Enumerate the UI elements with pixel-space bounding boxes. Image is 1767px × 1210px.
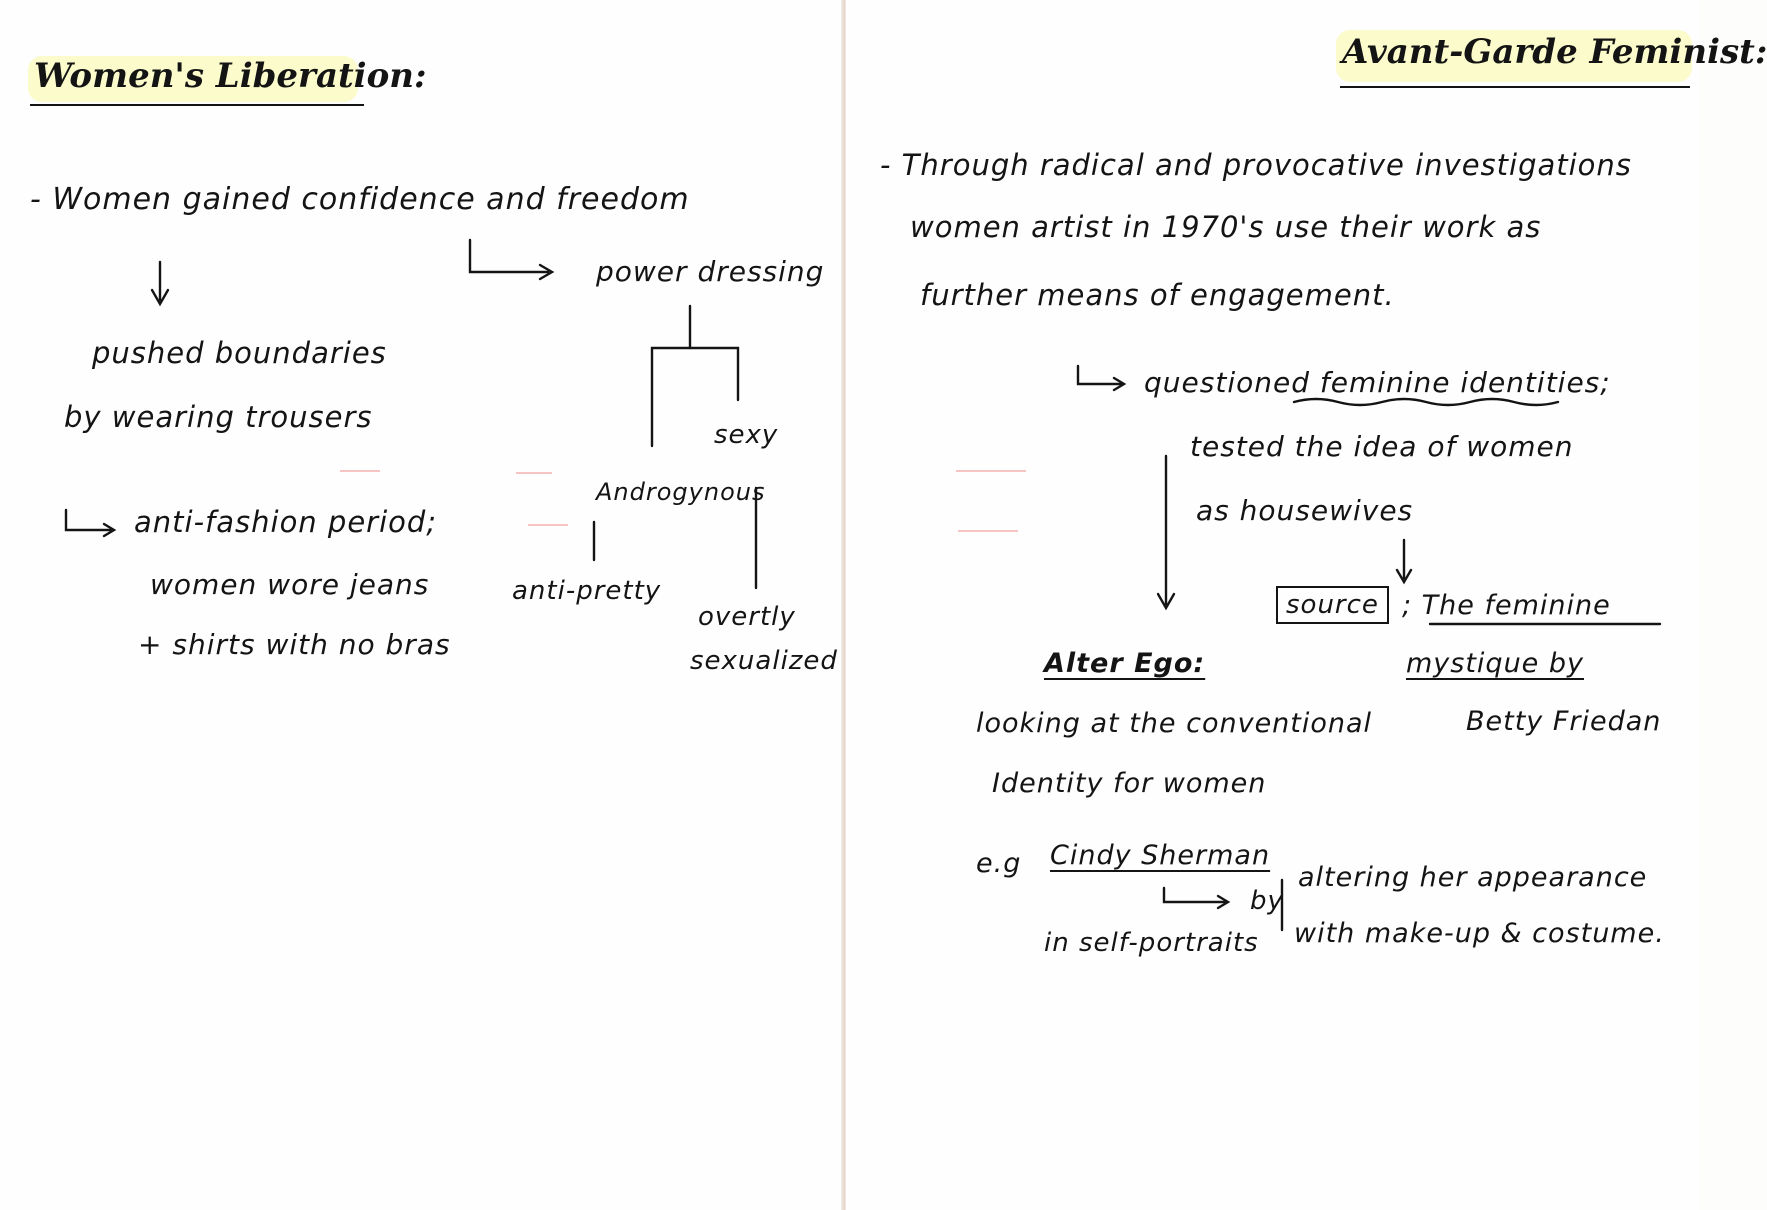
note-anti-pretty: anti-pretty bbox=[512, 576, 662, 606]
note-further-means: further means of engagement. bbox=[920, 278, 1395, 312]
note-alter-ego: Alter Ego: bbox=[1044, 648, 1206, 679]
note-eg: e.g bbox=[976, 848, 1022, 879]
note-androgynous: Androgynous bbox=[596, 478, 766, 506]
note-overtly: overtly bbox=[698, 602, 796, 632]
right-connector-lines bbox=[846, 0, 1700, 1210]
note-housewives: as housewives bbox=[1196, 494, 1414, 527]
note-by: by bbox=[1250, 886, 1284, 916]
note-looking-conventional: looking at the conventional bbox=[976, 708, 1373, 739]
note-altering-appearance: altering her appearance bbox=[1298, 862, 1648, 893]
note-power-dressing: power dressing bbox=[596, 255, 825, 288]
note-women-artist: women artist in 1970's use their work as bbox=[910, 210, 1542, 244]
note-makeup-costume: with make-up & costume. bbox=[1294, 918, 1665, 949]
note-sexy: sexy bbox=[714, 420, 779, 450]
note-pushed-boundaries: pushed boundaries bbox=[92, 336, 387, 370]
left-page-title: Women's Liberation: bbox=[34, 56, 427, 96]
note-tested-idea: tested the idea of women bbox=[1190, 430, 1574, 463]
note-women-wore-jeans: women wore jeans bbox=[150, 568, 430, 601]
left-notebook-page bbox=[0, 0, 844, 1210]
note-the-feminine: ; The feminine bbox=[1402, 590, 1611, 621]
right-page-title: Avant-Garde Feminist: bbox=[1342, 32, 1767, 72]
right-notebook-page bbox=[846, 0, 1767, 1210]
note-wearing-trousers: by wearing trousers bbox=[64, 400, 373, 434]
note-cindy-sherman: Cindy Sherman bbox=[1050, 840, 1271, 871]
note-self-portraits: in self-portraits bbox=[1044, 928, 1259, 958]
note-betty-friedan: Betty Friedan bbox=[1466, 706, 1662, 737]
source-box: source bbox=[1276, 586, 1389, 624]
note-sexualized: sexualized bbox=[690, 646, 838, 676]
note-shirts-no-bras: + shirts with no bras bbox=[138, 628, 451, 661]
note-anti-fashion: anti-fashion period; bbox=[134, 505, 438, 539]
note-mystique-by: mystique by bbox=[1406, 648, 1584, 679]
note-identity-for-women: Identity for women bbox=[992, 768, 1267, 799]
note-women-gained: - Women gained confidence and freedom bbox=[30, 182, 690, 217]
note-through-radical: - Through radical and provocative investigations bbox=[880, 148, 1632, 182]
left-connector-lines bbox=[0, 0, 844, 1210]
note-questioned: questioned feminine identities; bbox=[1144, 366, 1611, 399]
